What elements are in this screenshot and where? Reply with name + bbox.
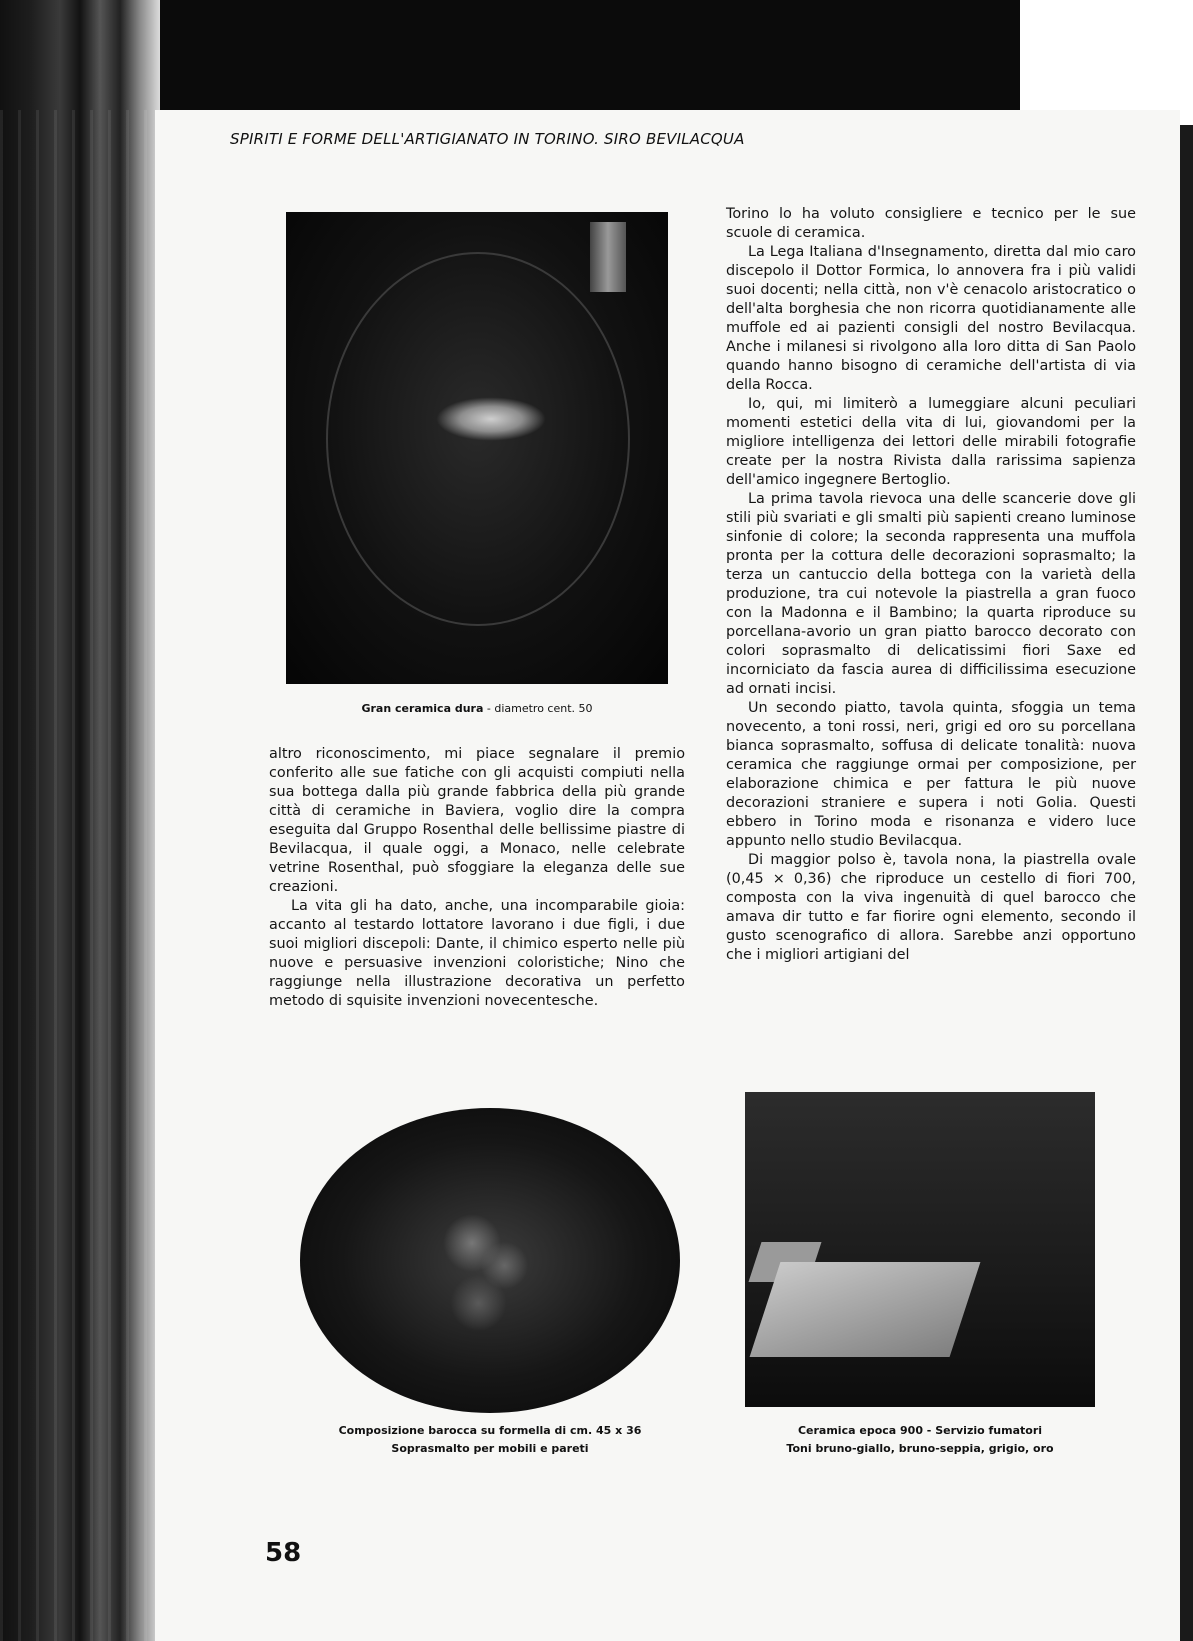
paragraph: Torino lo ha voluto consigliere e tecnico per le sue scuole di ceramica. <box>726 206 1136 241</box>
running-head: SPIRITI E FORME DELL'ARTIGIANATO IN TORINO. SIRO BEVILACQUA <box>230 130 745 148</box>
paragraph: La vita gli ha dato, anche, una incomparabile gioia: accanto al testardo lottatore lavorano i due figli, i due suoi migliori discepoli: Dante, il chimico esperto nelle più nuove e persuasive invenzioni coloristiche; Nino che raggiunge nella illustrazione decorativa un perfetto metodo di squisite invenzioni novecentesche. <box>269 898 685 1009</box>
bottle-shape <box>590 222 626 292</box>
right-text-column <box>726 205 1136 965</box>
caption-line: Composizione barocca su formella di cm. 45 x 36 <box>338 1424 642 1437</box>
page-number: 58 <box>265 1538 302 1568</box>
plate-bird-motif <box>436 397 546 441</box>
scan-top-right <box>1020 0 1193 105</box>
photo-smoking-set <box>745 1092 1095 1407</box>
photo-baroque-oval-tile <box>290 1108 690 1418</box>
caption-line: Soprasmalto per mobili e pareti <box>391 1442 589 1455</box>
photo-ceramic-plate <box>286 212 668 684</box>
left-text-column <box>269 745 685 1011</box>
scan-page-edges <box>0 110 160 1641</box>
flower-basket-motif <box>420 1198 550 1348</box>
paragraph: Io, qui, mi limiterò a lumeggiare alcuni peculiari momenti estetici della vita di lui, giovandomi per la migliore intelligenza dei lettori delle mirabili fotografie create per la nostra Rivista dalla rarissima sapienza dell'amico ingegnere Bertoglio. <box>726 396 1136 488</box>
caption-bold: Gran ceramica dura <box>361 702 484 715</box>
paragraph: Un secondo piatto, tavola quinta, sfoggia un tema novecento, a toni rossi, neri, grigi ed oro su porcellana bianca soprasmalto, soffusa di delicate tonalità: nuova ceramica che raggiunge ormai per composizione, per elaborazione chimica e per fattura le più nuove decorazioni straniere e supera i noti Golia. Questi ebbero in Torino moda e risonanza e videro luce appunto nello studio Bevilacqua. <box>726 700 1136 849</box>
caption-baroque-tile <box>250 1422 730 1458</box>
paragraph: Di maggior polso è, tavola nona, la piastrella ovale (0,45 × 0,36) che riproduce un cestello di fiori 700, composta con la viva ingenuità di quel barocco che amava dir tutto e far fiorire ogni elemento, secondo il gusto scenografico di allora. Sarebbe anzi opportuno che i migliori artigiani del <box>726 852 1136 963</box>
ceramic-tray <box>750 1262 981 1357</box>
caption-line: Toni bruno-giallo, bruno-seppia, grigio, oro <box>786 1442 1054 1455</box>
caption-smoking-set <box>720 1422 1120 1458</box>
paragraph: La prima tavola rievoca una delle scancerie dove gli stili più svariati e gli smalti più sapienti creano luminose sinfonie di colore; la seconda rappresenta una muffola pronta per la cottura delle decorazioni soprasmalto; la terza un cantuccio della bottega con la varietà della produzione, tra cui notevole la piastrella a gran fuoco con la Madonna e il Bambino; la quarta riproduce su porcellana-avorio un gran piatto barocco decorato con colori soprasmalto di delicatissimi fiori Saxe ed incorniciato da fascia aurea di difficilissima esecuzione ad ornati incisi. <box>726 491 1136 697</box>
paragraph: altro riconoscimento, mi piace segnalare il premio conferito alle sue fatiche con gli acquisti compiuti nella sua bottega dalla più grande fabbrica della più grande città di ceramiche in Baviera, voglio dire la compra eseguita dal Gruppo Rosenthal delle bellissime piastre di Bevilacqua, il quale oggi, a Monaco, nelle celebrate vetrine Rosenthal, può sfoggiare la eleganza delle sue creazioni. <box>269 746 685 895</box>
paragraph: La Lega Italiana d'Insegnamento, diretta dal mio caro discepolo il Dottor Formica, lo annovera fra i più validi suoi docenti; nella città, non v'è cenacolo aristocratico o dell'alta borghesia che non ricorra quotidianamente alle muffole ed ai pazienti consigli del nostro Bevilacqua. Anche i milanesi si rivolgono alla loro ditta di San Paolo quando hanno bisogno di ceramiche dell'artista di via della Rocca. <box>726 244 1136 393</box>
scan-right-border <box>1180 125 1193 1641</box>
caption-ceramic-plate <box>286 702 668 715</box>
caption-rest: - diametro cent. 50 <box>483 702 593 715</box>
caption-line: Ceramica epoca 900 - Servizio fumatori <box>797 1424 1043 1437</box>
